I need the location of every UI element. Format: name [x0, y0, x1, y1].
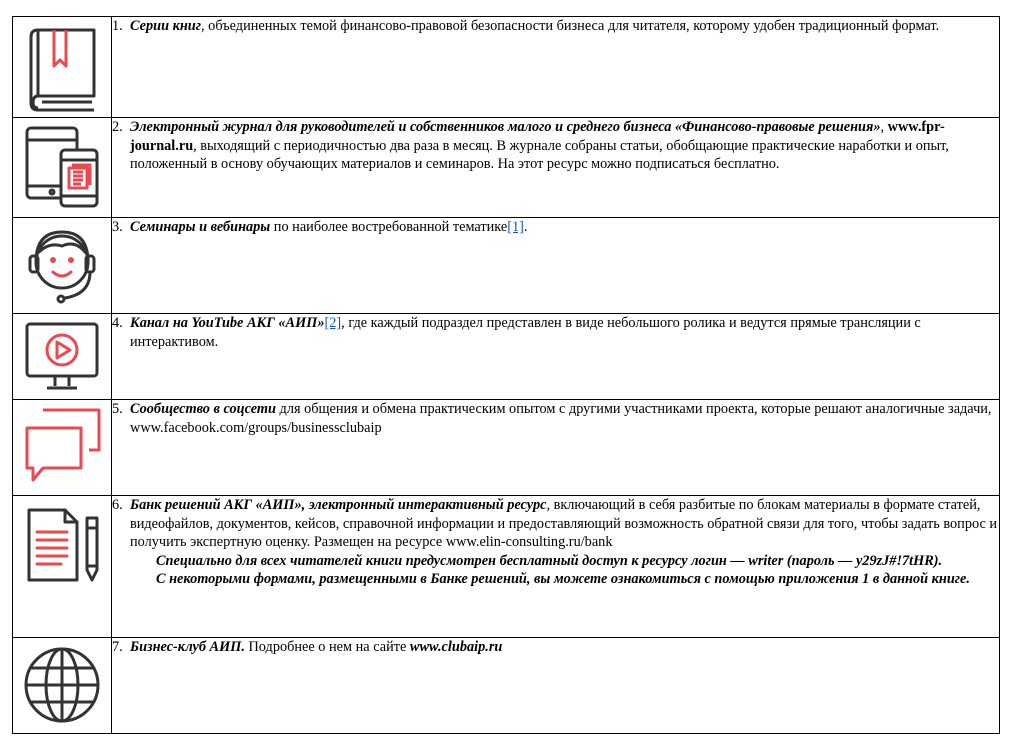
list-item: [112, 400, 999, 437]
item-text: , где каждый подраздел представлен в виде небольшого ролика и ведутся прямые трансляции с интерактивом.: [130, 315, 921, 350]
table-row: [13, 400, 1000, 496]
text-cell: [112, 314, 1000, 400]
icon-cell: [13, 218, 112, 314]
headset-icon: [21, 222, 103, 308]
resources-table: [12, 16, 1000, 734]
item-title: Банк решений АКГ «АИП», электронный интерактивный ресурс: [130, 497, 547, 513]
item-number: 7.: [112, 639, 123, 655]
item-separator: ,: [880, 119, 888, 135]
footnote-link[interactable]: [1]: [507, 219, 524, 235]
table-row: [13, 638, 1000, 734]
table-row: [13, 17, 1000, 118]
text-cell: [112, 400, 1000, 496]
item-title: Семинары и вебинары: [130, 219, 271, 235]
list-item: [112, 118, 999, 174]
icon-cell: [13, 118, 112, 218]
item-number: 4.: [112, 315, 123, 331]
item-title: Бизнес-клуб АИП.: [130, 639, 245, 655]
table-row: [13, 496, 1000, 638]
access-note: Специально для всех читателей книги предусмотрен бесплатный доступ к ресурсу логин — writer (пароль — y29zJ#!7tHR).: [156, 552, 943, 569]
item-number: 5.: [112, 401, 123, 417]
item-title: Серии книг: [130, 18, 202, 34]
item-title: Канал на YouTube АКГ «АИП»: [130, 315, 325, 331]
item-tail: .: [523, 219, 528, 235]
item-number: 2.: [112, 119, 123, 135]
list-item: [112, 218, 999, 237]
item-text: Подробнее о нем на сайте: [244, 639, 410, 655]
monitor-play-icon: [21, 318, 103, 396]
table-row: [13, 118, 1000, 218]
text-cell: [112, 118, 1000, 218]
list-item: [112, 314, 999, 351]
footnote-link[interactable]: [2]: [324, 315, 342, 331]
icon-cell: [13, 17, 112, 118]
chat-bubbles-icon: [21, 404, 103, 490]
tablet-phone-icon: [21, 124, 103, 212]
item-text: по наиболее востребованной тематике: [270, 219, 508, 235]
text-cell: [112, 17, 1000, 118]
item-text: , объединенных темой финансово-правовой безопасности бизнеса для читателя, которому удобен традиционный формат.: [201, 18, 940, 34]
list-item: [112, 638, 999, 657]
item-text: , выходящий с периодичностью два раза в месяц. В журнале собраны статьи, обобщающие практические наработки и опыт, положенный в основу обучающих материалов и семинаров. На этот ресурс можно подписаться бесплатно.: [130, 137, 949, 172]
item-title: Электронный журнал для руководителей и собственников малого и среднего бизнеса «Финансово-правовые решения»: [130, 119, 881, 135]
table-row: [13, 314, 1000, 400]
table-row: [13, 218, 1000, 314]
item-number: 6.: [112, 497, 123, 513]
globe-icon: [21, 642, 103, 728]
document-pen-icon: [21, 504, 103, 586]
icon-cell: [13, 314, 112, 400]
item-text: , включающий в себя разбитые по блокам материалы в формате статей, видеофайлов, документов, кейсов, справочной информации и предоставляющий возможность обратной связи для того, чтобы задать вопрос и получить экспертную оценку. Размещен на ресурсе www.elin-consulting.ru/bank: [130, 497, 998, 550]
icon-cell: [13, 496, 112, 638]
club-website: www.clubaip.ru: [409, 639, 503, 655]
item-text: для общения и обмена практическим опытом с другими участниками проекта, которые решают аналогичные задачи, www.facebook.com/groups/businessclubaip: [130, 401, 992, 436]
list-item: [112, 496, 999, 589]
icon-cell: [13, 638, 112, 734]
list-item: [112, 17, 999, 36]
text-cell: [112, 218, 1000, 314]
icon-cell: [13, 400, 112, 496]
item-number: 3.: [112, 219, 123, 235]
appendix-note: С некоторыми формами, размещенными в Банке решений, вы можете ознакомиться с помощью приложения 1 в данной книге.: [156, 571, 970, 587]
item-number: 1.: [112, 18, 123, 34]
text-cell: [112, 496, 1000, 638]
item-title: Сообщество в соцсети: [130, 401, 276, 417]
book-icon: [22, 22, 102, 114]
text-cell: [112, 638, 1000, 734]
journal-website: www.fpr-journal.ru: [130, 119, 945, 154]
